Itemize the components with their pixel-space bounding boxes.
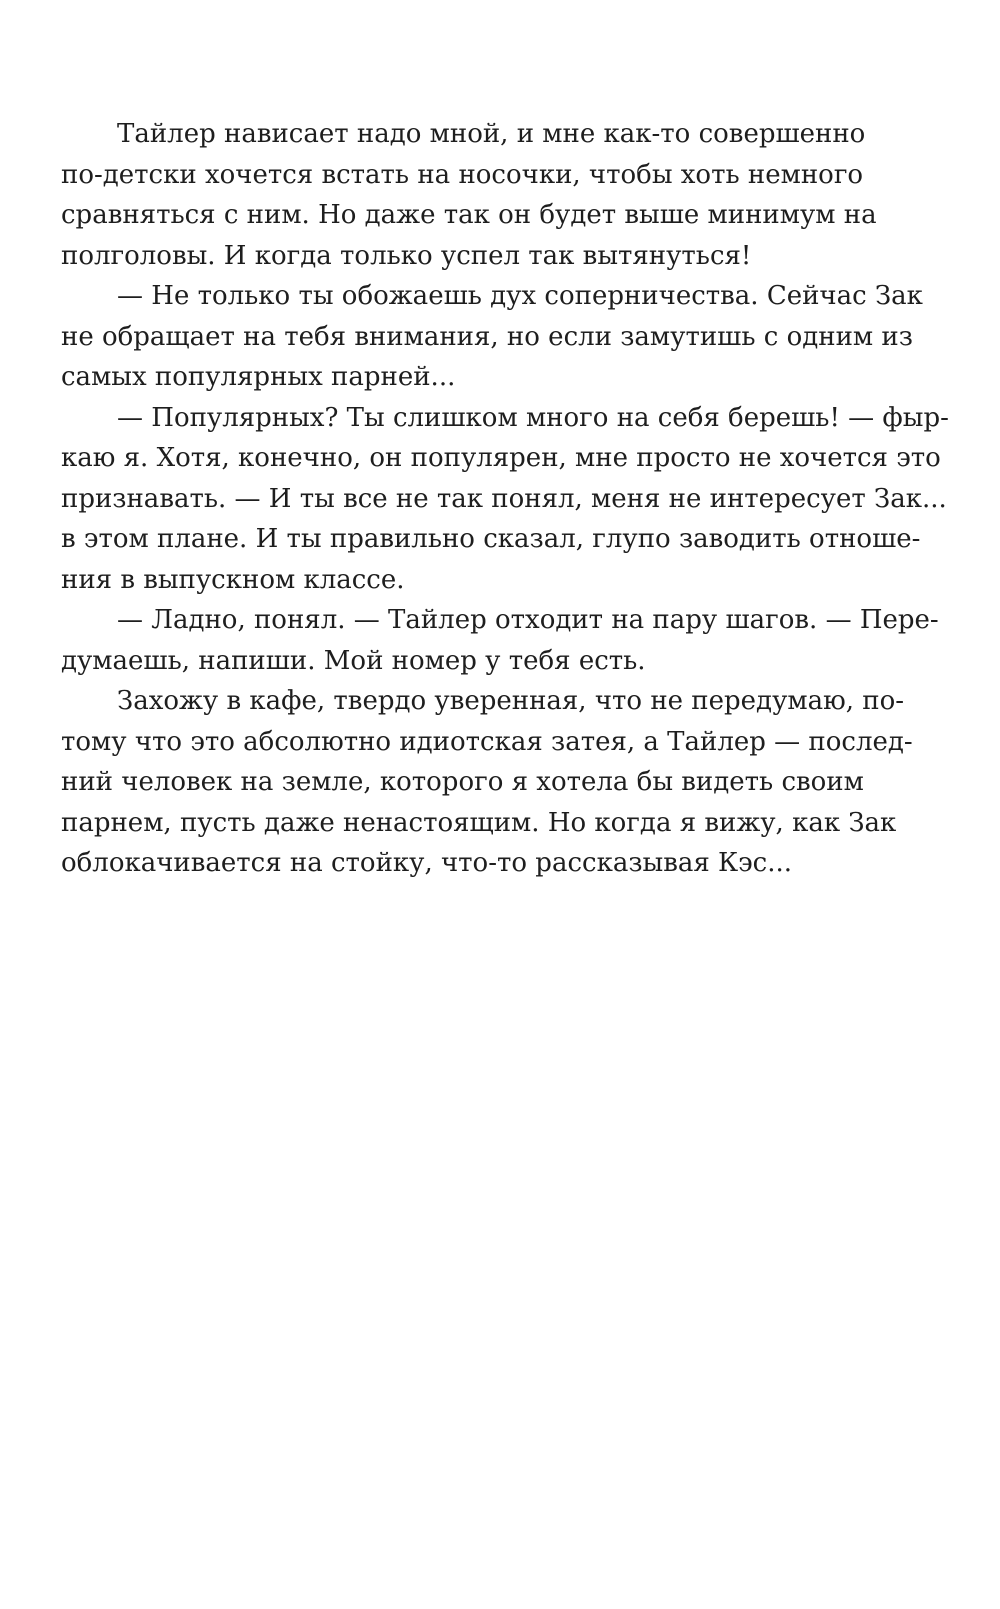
paragraph-3 <box>61 398 949 601</box>
text-line: признавать. — И ты все не так понял, меня не интересует Зак... <box>61 483 947 514</box>
text-line: в этом плане. И ты правильно сказал, глупо заводить отноше- <box>61 524 921 554</box>
text-line: Тайлер нависает надо мной, и мне как-то совершенно <box>117 119 866 149</box>
text-line: Захожу в кафе, твердо уверенная, что не передумаю, по- <box>117 686 905 716</box>
text-line: — Не только ты обожаешь дух соперничества. Сейчас Зак <box>117 281 923 311</box>
text-line: самых популярных парней... <box>61 362 456 392</box>
text-line: парнем, пусть даже ненастоящим. Но когда я вижу, как Зак <box>61 807 897 838</box>
text-line: сравняться с ним. Но даже так он будет выше минимум на <box>61 200 877 230</box>
text-line: полголовы. И когда только успел так вытянуться! <box>61 240 752 271</box>
paragraph-4 <box>61 600 939 681</box>
text-line: — Популярных? Ты слишком много на себя берешь! — фыр- <box>117 402 949 433</box>
text-line: тому что это абсолютно идиотская затея, а Тайлер — послед- <box>61 726 913 757</box>
text-line: облокачивается на стойку, что-то рассказывая Кэс... <box>61 848 793 878</box>
paragraph-1 <box>61 114 877 276</box>
text-line: ния в выпускном классе. <box>61 564 405 595</box>
text-line: каю я. Хотя, конечно, он популярен, мне просто не хочется это <box>61 443 941 473</box>
text-line: ний человек на земле, которого я хотела бы видеть своим <box>61 767 864 797</box>
paragraph-2 <box>61 276 923 398</box>
paragraph-5 <box>61 681 913 884</box>
body-text <box>61 114 949 884</box>
text-line: — Ладно, понял. — Тайлер отходит на пару шагов. — Пере- <box>117 605 939 635</box>
text-line: по-детски хочется встать на носочки, чтобы хоть немного <box>61 159 864 190</box>
text-line: думаешь, напиши. Мой номер у тебя есть. <box>61 645 646 676</box>
text-line: не обращает на тебя внимания, но если замутишь с одним из <box>61 321 913 352</box>
